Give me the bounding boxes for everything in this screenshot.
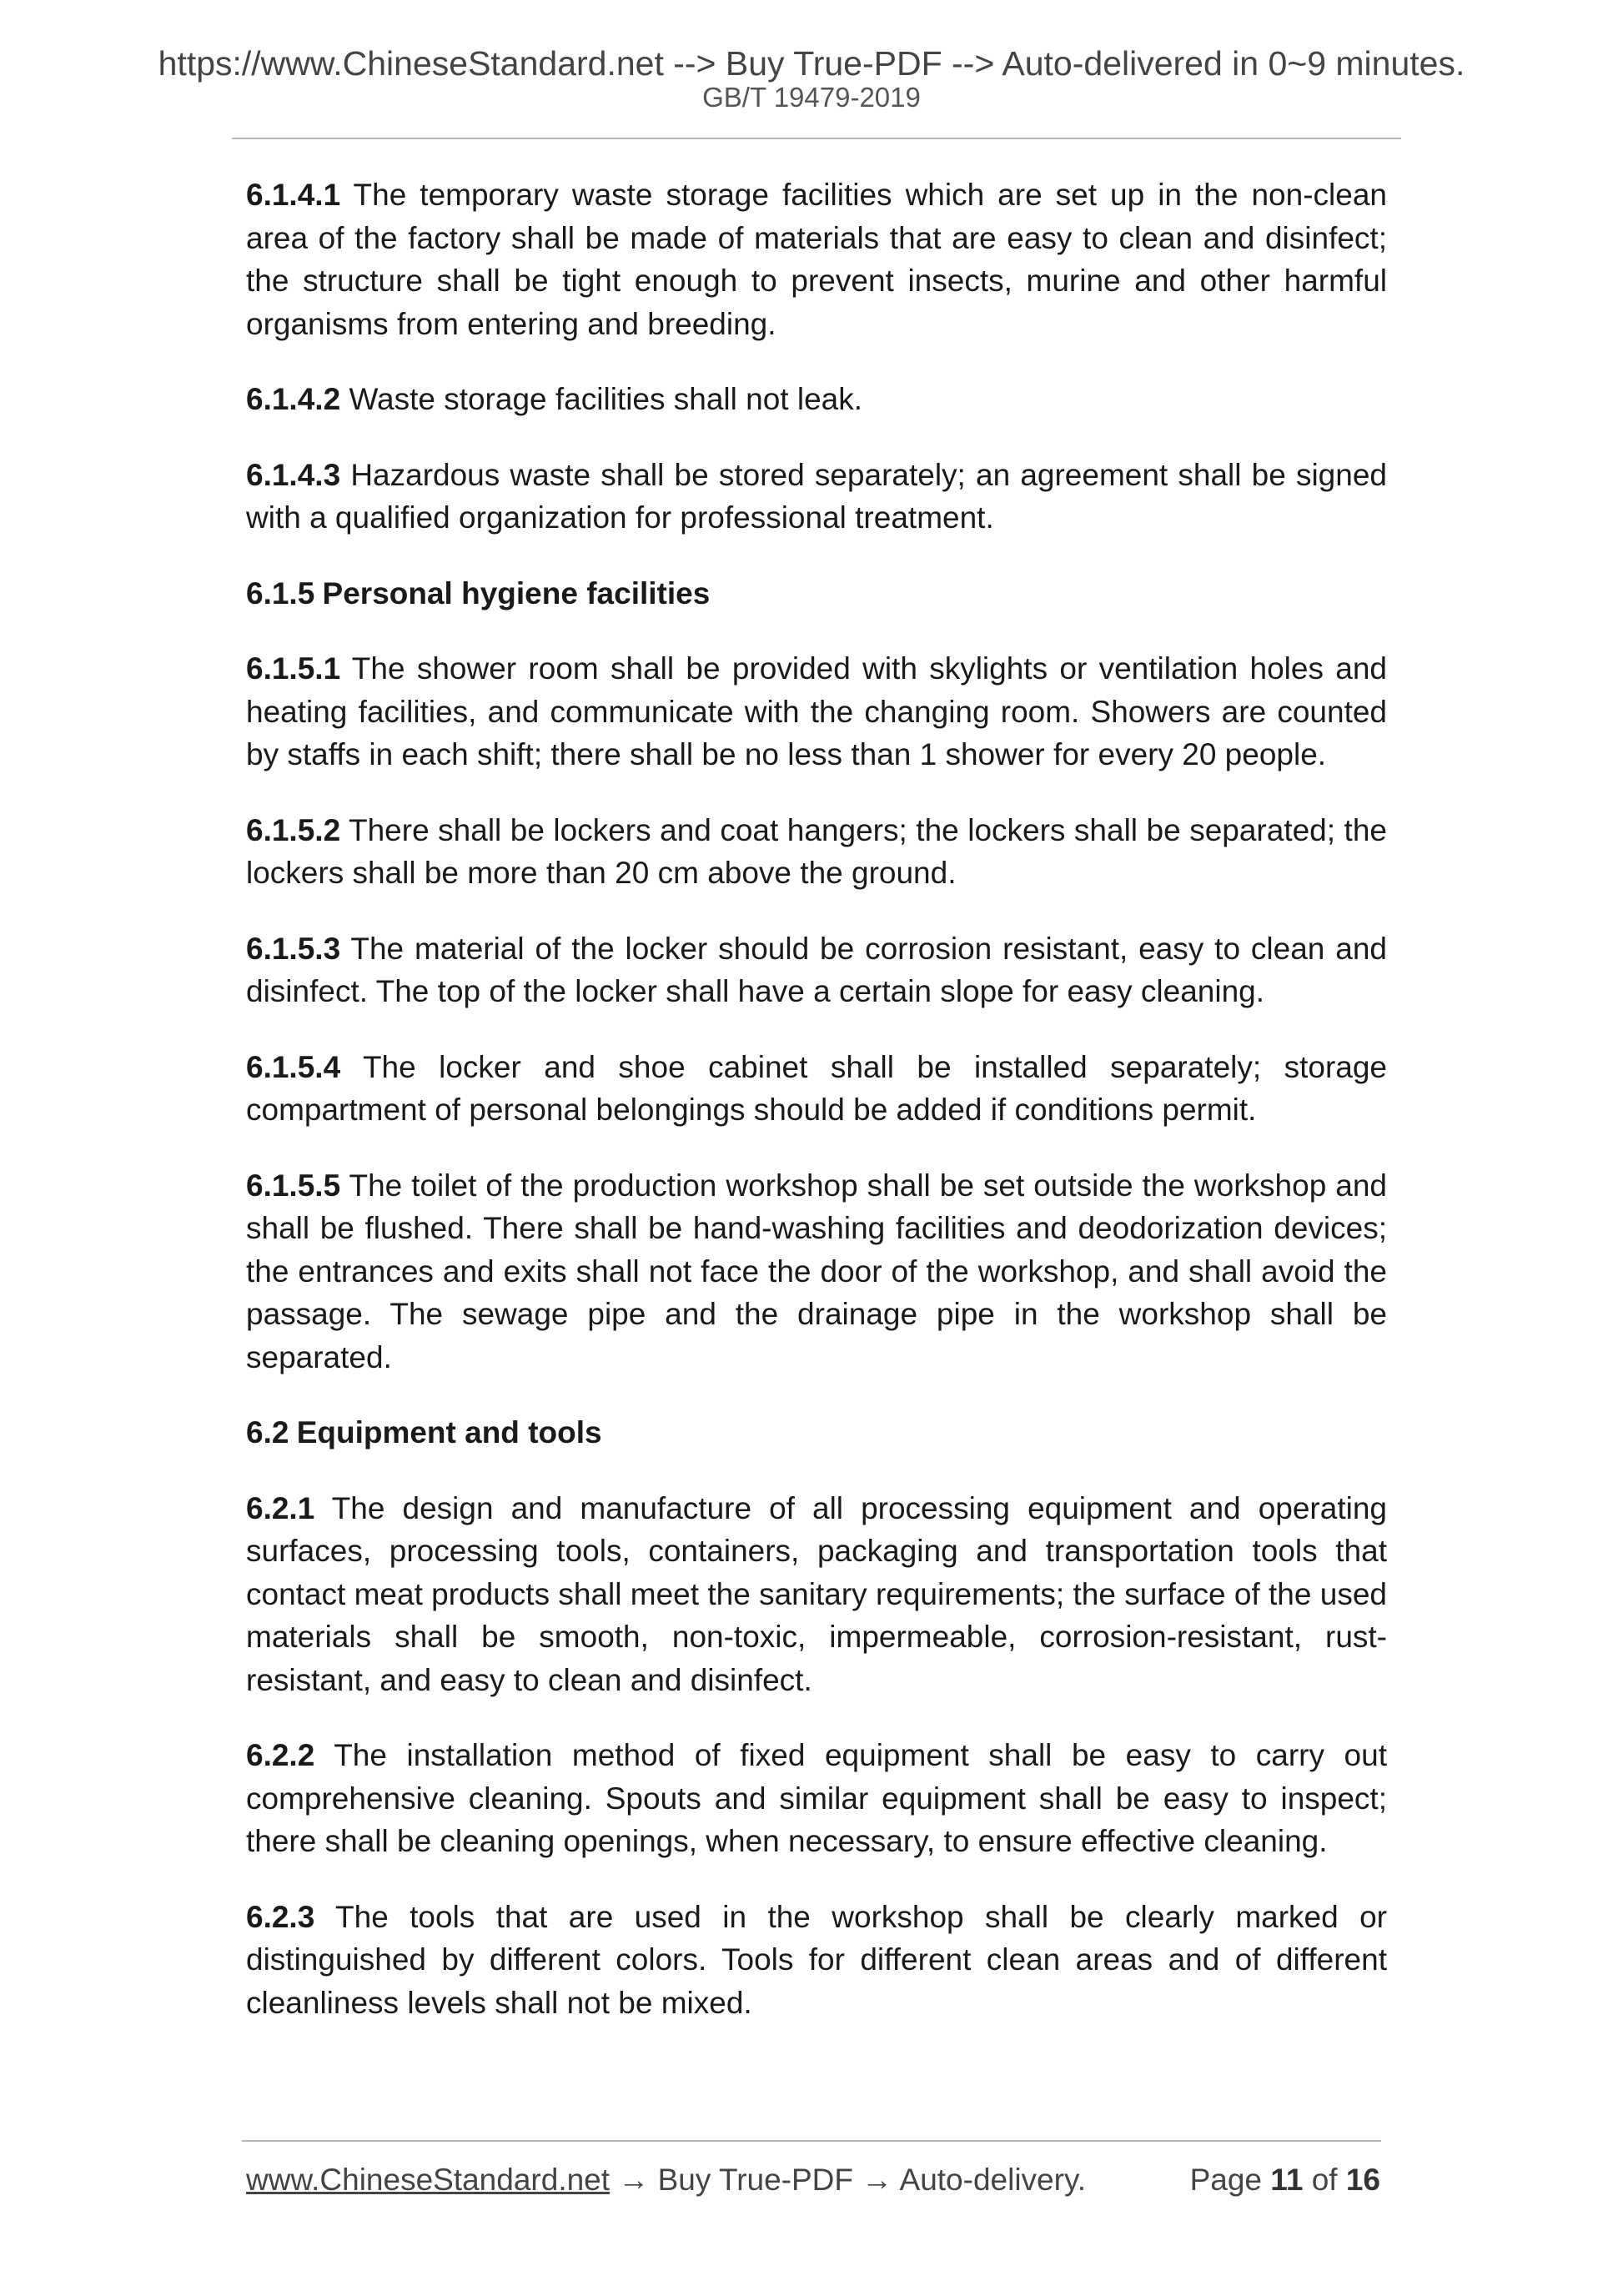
clause-number: 6.1.5.4 xyxy=(246,1049,341,1084)
footer-divider xyxy=(242,2140,1381,2142)
clause-number: 6.2.1 xyxy=(246,1490,315,1525)
section-title: Personal hygiene facilities xyxy=(322,575,711,610)
header-divider xyxy=(232,138,1401,139)
clause-text: The design and manufacture of all processing equipment and operating surfaces, processing tools, containers, packaging and transportation tools that contact meat products shall meet the sanitary requirements; the surface of the used materials shall be smooth, non-toxic, impermeable, corrosion-resistant, rust-resistant, and easy to clean and disinfect. xyxy=(246,1490,1387,1697)
clause-number: 6.1.4.2 xyxy=(246,382,341,416)
site-link[interactable]: www.ChineseStandard.net xyxy=(246,2163,611,2197)
clause-text: The tools that are used in the workshop shall be clearly marked or distinguished by different colors. Tools for different clean areas and of different cleanliness levels shall not be mixed. xyxy=(246,1899,1387,2020)
clause-6-1-4-1 xyxy=(246,173,1387,345)
clause-number: 6.2.2 xyxy=(246,1738,315,1772)
clause-number: 6.1.4.3 xyxy=(246,457,341,492)
clause-6-2-3 xyxy=(246,1896,1387,2025)
clause-text: There shall be lockers and coat hangers; the lockers shall be separated; the lockers shall be more than 20 cm above the ground. xyxy=(246,812,1387,890)
clause-6-1-5-1 xyxy=(246,647,1387,776)
clause-6-2-2 xyxy=(246,1734,1387,1863)
section-heading-6-1-5 xyxy=(246,572,1387,615)
clause-6-2-1 xyxy=(246,1487,1387,1702)
clause-text: The shower room shall be provided with skylights or ventilation holes and heating facilities, and communicate with the changing room. Showers are counted by staffs in each shift; there shall be no less than 1 shower for every 20 people. xyxy=(246,651,1387,771)
header-banner: https://www.ChineseStandard.net --> Buy True-PDF --> Auto-delivered in 0~9 minutes. xyxy=(158,44,1465,83)
page-total: 16 xyxy=(1345,2163,1380,2197)
clause-6-1-4-2 xyxy=(246,378,1387,421)
clause-number: 6.1.5.2 xyxy=(246,812,341,847)
clause-number: 6.2.3 xyxy=(246,1899,315,1934)
document-body xyxy=(246,173,1387,2057)
clause-text: Waste storage facilities shall not leak. xyxy=(349,382,863,416)
page-label: Page xyxy=(1189,2163,1263,2197)
section-number: 6.2 xyxy=(246,1415,289,1449)
page-indicator xyxy=(1190,2160,1380,2200)
footer-promo xyxy=(246,2160,1086,2200)
section-title: Equipment and tools xyxy=(296,1415,602,1449)
clause-text: The toilet of the production workshop shall be set outside the workshop and shall be flushed. There shall be hand-washing facilities and deodorization devices; the entrances and exits shall not face the door of the workshop, and shall avoid the passage. The sewage pipe and the drainage pipe in the workshop shall be separated. xyxy=(246,1168,1387,1374)
clause-text: The temporary waste storage facilities which are set up in the non-clean area of the factory shall be made of materials that are easy to clean and disinfect; the structure shall be tight enough to prevent insects, murine and other harmful organisms from entering and breeding. xyxy=(246,178,1387,341)
clause-number: 6.1.5.1 xyxy=(246,651,341,686)
clause-text: Hazardous waste shall be stored separately; an agreement shall be signed with a qualified organization for professional treatment. xyxy=(246,457,1387,535)
section-heading-6-2 xyxy=(246,1411,1387,1454)
clause-6-1-5-5 xyxy=(246,1164,1387,1379)
clause-6-1-5-4 xyxy=(246,1046,1387,1132)
clause-number: 6.1.4.1 xyxy=(246,178,341,212)
clause-number: 6.1.5.3 xyxy=(246,931,341,966)
page-current: 11 xyxy=(1270,2163,1304,2197)
clause-text: The locker and shoe cabinet shall be installed separately; storage compartment of personal belongings should be added if conditions permit. xyxy=(246,1049,1387,1127)
clause-number: 6.1.5.5 xyxy=(246,1168,341,1203)
standard-number: GB/T 19479-2019 xyxy=(702,82,921,113)
clause-6-1-4-3 xyxy=(246,454,1387,540)
footer-tail-text: → Buy True-PDF → Auto-delivery. xyxy=(618,2163,1086,2197)
clause-6-1-5-2 xyxy=(246,809,1387,895)
section-number: 6.1.5 xyxy=(246,575,315,610)
page-footer xyxy=(246,2160,1380,2200)
page-of-label: of xyxy=(1311,2163,1338,2197)
clause-text: The material of the locker should be corrosion resistant, easy to clean and disinfect. The top of the locker shall have a certain slope for easy cleaning. xyxy=(246,931,1387,1008)
clause-6-1-5-3 xyxy=(246,927,1387,1013)
clause-text: The installation method of fixed equipment shall be easy to carry out comprehensive cleaning. Spouts and similar equipment shall be easy to inspect; there shall be cleaning openings, when necessary, to ensure effective cleaning. xyxy=(246,1738,1387,1858)
